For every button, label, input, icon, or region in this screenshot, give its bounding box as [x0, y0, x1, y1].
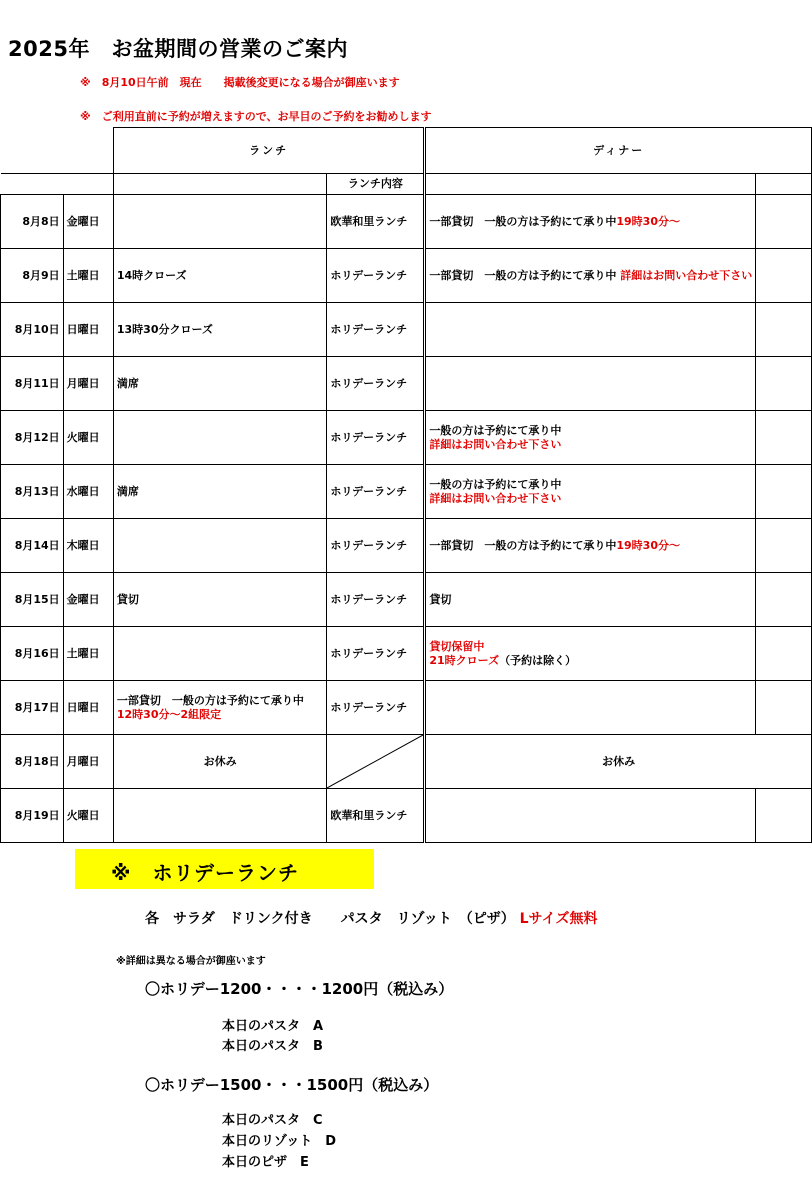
- day-cell: 月曜日: [63, 735, 113, 789]
- dinner-cell: 貸切保留中 21時クローズ（予約は除く）: [425, 627, 756, 681]
- lunch-cell: 13時30分クローズ: [113, 303, 327, 357]
- plan-1500: 〇ホリデー1500・・・1500円（税込み）: [145, 1076, 439, 1094]
- menu-cell: 欧華和里ランチ: [327, 789, 425, 843]
- table-row: [1, 627, 812, 681]
- menu-cell: ホリデーランチ: [327, 681, 425, 735]
- lunch-cell: [113, 519, 327, 573]
- table-row: [1, 465, 812, 519]
- table-row: [1, 357, 812, 411]
- menu-cell: ホリデーランチ: [327, 303, 425, 357]
- date-cell: 8月9日: [1, 249, 64, 303]
- lunch-cell: 14時クローズ: [113, 249, 327, 303]
- date-cell: 8月16日: [1, 627, 64, 681]
- diagonal-line: [327, 735, 423, 788]
- menu-cell: 欧華和里ランチ: [327, 195, 425, 249]
- plan-1500-item: 本日のリゾット D: [222, 1134, 337, 1149]
- holiday-heading-banner: [75, 849, 374, 889]
- lunch-cell: お休み: [113, 735, 327, 789]
- table-row: [1, 411, 812, 465]
- date-cell: 8月14日: [1, 519, 64, 573]
- lunch-cell: [113, 195, 327, 249]
- lunch-cell: [113, 411, 327, 465]
- dinner-cell: 貸切: [425, 573, 756, 627]
- date-cell: 8月15日: [1, 573, 64, 627]
- plan-1500-item: 本日のピザ E: [222, 1155, 309, 1170]
- dinner-cell: 一部貸切 一般の方は予約にて承り中19時30分～: [425, 519, 756, 573]
- day-cell: 金曜日: [63, 573, 113, 627]
- menu-cell-crossed: [327, 735, 425, 789]
- date-cell: 8月19日: [1, 789, 64, 843]
- plan-1200-item: 本日のパスタ A: [222, 1019, 324, 1034]
- dinner-cell: [425, 681, 756, 735]
- dinner-cell: お休み: [425, 735, 812, 789]
- lunch-content-header: ランチ内容: [327, 174, 425, 195]
- table-row: [1, 195, 812, 249]
- menu-cell: ホリデーランチ: [327, 627, 425, 681]
- date-cell: 8月18日: [1, 735, 64, 789]
- day-cell: 火曜日: [63, 411, 113, 465]
- table-row: [1, 303, 812, 357]
- date-cell: 8月11日: [1, 357, 64, 411]
- size-free-note: Lサイズ無料: [519, 911, 598, 927]
- notice-reserve: ※ ご利用直前に予約が増えますので、お早目のご予約をお勧めします: [80, 110, 432, 123]
- holiday-description: 各 サラダ ドリンク付き パスタ リゾット （ピザ） Lサイズ無料: [145, 911, 598, 927]
- page-title: 2025年 お盆期間の営業のご案内: [8, 37, 348, 61]
- dinner-cell: [425, 303, 756, 357]
- day-cell: 土曜日: [63, 627, 113, 681]
- day-cell: 木曜日: [63, 519, 113, 573]
- dinner-cell: [425, 357, 756, 411]
- date-cell: 8月8日: [1, 195, 64, 249]
- dinner-cell: 一般の方は予約にて承り中 詳細はお問い合わせ下さい: [425, 465, 756, 519]
- menu-cell: ホリデーランチ: [327, 573, 425, 627]
- plan-1200-item: 本日のパスタ B: [222, 1039, 323, 1054]
- day-cell: 日曜日: [63, 681, 113, 735]
- table-row: [1, 519, 812, 573]
- date-cell: 8月12日: [1, 411, 64, 465]
- table-row: [1, 681, 812, 735]
- holiday-heading: ※ ホリデーランチ: [111, 861, 300, 885]
- menu-cell: ホリデーランチ: [327, 465, 425, 519]
- lunch-cell: 満席: [113, 357, 327, 411]
- table-row: [1, 573, 812, 627]
- menu-cell: ホリデーランチ: [327, 249, 425, 303]
- day-cell: 月曜日: [63, 357, 113, 411]
- lunch-cell: 一部貸切 一般の方は予約にて承り中 12時30分～2組限定: [113, 681, 327, 735]
- lunch-cell: 貸切: [113, 573, 327, 627]
- menu-cell: ホリデーランチ: [327, 357, 425, 411]
- date-cell: 8月10日: [1, 303, 64, 357]
- dinner-cell: 一部貸切 一般の方は予約にて承り中19時30分～: [425, 195, 756, 249]
- dinner-cell: 一般の方は予約にて承り中 詳細はお問い合わせ下さい: [425, 411, 756, 465]
- dinner-header: ディナー: [425, 128, 812, 174]
- menu-cell: ホリデーランチ: [327, 411, 425, 465]
- lunch-cell: 満席: [113, 465, 327, 519]
- dinner-cell: [425, 789, 756, 843]
- schedule-table: [0, 127, 812, 843]
- day-cell: 日曜日: [63, 303, 113, 357]
- day-cell: 金曜日: [63, 195, 113, 249]
- date-cell: 8月17日: [1, 681, 64, 735]
- date-cell: 8月13日: [1, 465, 64, 519]
- notice-update: ※ 8月10日午前 現在 掲載後変更になる場合が御座います: [80, 76, 400, 89]
- day-cell: 火曜日: [63, 789, 113, 843]
- plan-1500-item: 本日のパスタ C: [222, 1113, 323, 1128]
- menu-cell: ホリデーランチ: [327, 519, 425, 573]
- lunch-header: ランチ: [113, 128, 425, 174]
- table-row: [1, 735, 812, 789]
- day-cell: 水曜日: [63, 465, 113, 519]
- day-cell: 土曜日: [63, 249, 113, 303]
- detail-note: ※詳細は異なる場合が御座います: [116, 956, 266, 967]
- plan-1200: 〇ホリデー1200・・・・1200円（税込み）: [145, 980, 454, 998]
- lunch-cell: [113, 627, 327, 681]
- lunch-cell: [113, 789, 327, 843]
- table-row: [1, 249, 812, 303]
- dinner-cell: 一部貸切 一般の方は予約にて承り中 詳細はお問い合わせ下さい: [425, 249, 756, 303]
- table-row: [1, 789, 812, 843]
